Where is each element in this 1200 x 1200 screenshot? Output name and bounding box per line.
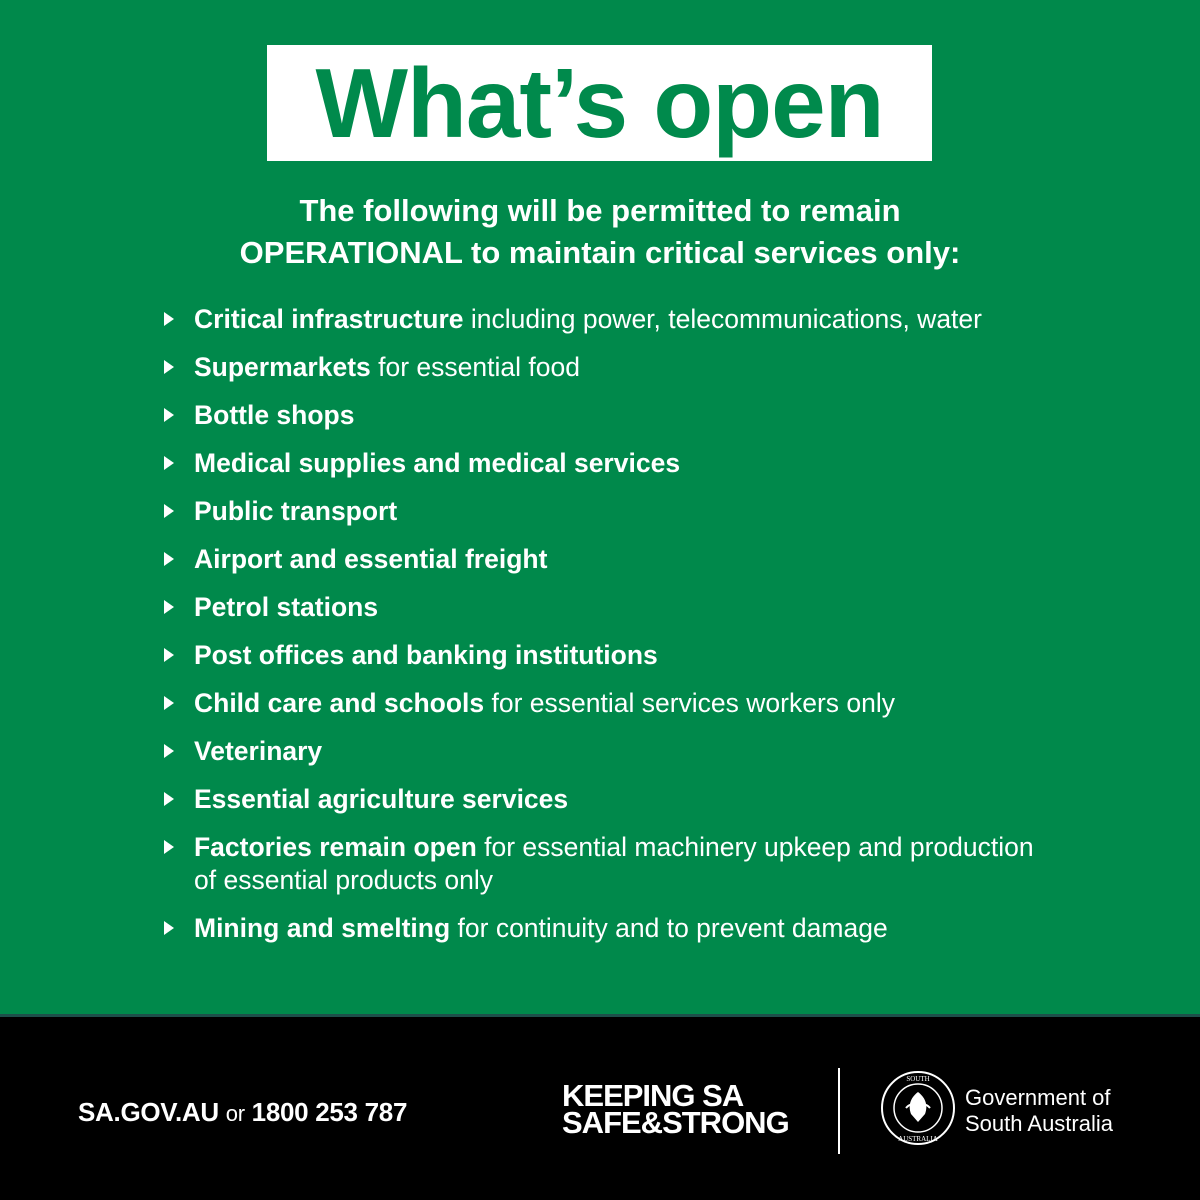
list-item <box>158 912 1038 945</box>
list-item <box>158 639 1038 672</box>
bullet-arrow-icon <box>164 504 174 518</box>
gov-line-1: Government of <box>965 1085 1111 1110</box>
bullet-arrow-icon <box>164 312 174 326</box>
subtitle <box>120 190 1080 274</box>
item-bold: Critical infrastructure <box>194 304 464 334</box>
contact-or: or <box>225 1101 245 1126</box>
item-bold: Medical supplies and medical services <box>194 448 681 478</box>
list-item <box>158 399 1038 432</box>
bullet-arrow-icon <box>164 792 174 806</box>
seal-text-top: SOUTH <box>906 1075 930 1083</box>
website-link[interactable]: SA.GOV.AU <box>78 1097 219 1127</box>
bullet-arrow-icon <box>164 840 174 854</box>
page-title: What’s open <box>315 48 884 158</box>
bullet-arrow-icon <box>164 744 174 758</box>
logo-divider <box>838 1068 840 1154</box>
list-item <box>158 495 1038 528</box>
bullet-arrow-icon <box>164 456 174 470</box>
bullet-arrow-icon <box>164 600 174 614</box>
item-bold: Airport and essential freight <box>194 544 548 574</box>
list-item <box>158 783 1038 816</box>
bullet-arrow-icon <box>164 360 174 374</box>
title-box <box>267 45 932 161</box>
bullet-arrow-icon <box>164 696 174 710</box>
bullet-arrow-icon <box>164 552 174 566</box>
item-bold: Supermarkets <box>194 352 371 382</box>
list-item <box>158 351 1038 384</box>
item-detail: for essential food <box>370 352 580 382</box>
contact-info <box>78 1097 407 1128</box>
list-item <box>158 831 1038 897</box>
item-bold: Factories remain open <box>194 832 477 862</box>
campaign-line-1: KEEPING SA <box>562 1078 744 1113</box>
item-detail: for continuity and to prevent damage <box>450 913 888 943</box>
item-bold: Public transport <box>194 496 398 526</box>
bullet-arrow-icon <box>164 648 174 662</box>
seal-text-bottom: AUSTRALIA <box>898 1135 938 1143</box>
subtitle-line-1: The following will be permitted to remain <box>299 193 901 228</box>
government-seal-icon <box>880 1070 956 1146</box>
item-bold: Mining and smelting <box>194 913 451 943</box>
footer-divider-line <box>0 1014 1200 1017</box>
list-item <box>158 543 1038 576</box>
item-detail: for essential machinery upkeep and production of essential products only <box>194 832 1034 895</box>
bullet-arrow-icon <box>164 408 174 422</box>
bullet-arrow-icon <box>164 921 174 935</box>
list-item <box>158 447 1038 480</box>
list-item <box>158 591 1038 624</box>
campaign-line-2: SAFE&STRONG <box>562 1105 789 1140</box>
phone-number[interactable]: 1800 253 787 <box>251 1097 408 1127</box>
subtitle-line-2: OPERATIONAL to maintain critical services only: <box>239 235 961 270</box>
item-bold: Petrol stations <box>194 592 379 622</box>
item-bold: Child care and schools <box>194 688 485 718</box>
item-detail: including power, telecommunications, water <box>463 304 982 334</box>
list-item <box>158 687 1038 720</box>
gov-line-2: South Australia <box>965 1111 1113 1136</box>
campaign-logo <box>562 1078 789 1140</box>
list-item <box>158 303 1038 336</box>
item-bold: Veterinary <box>194 736 323 766</box>
item-bold: Bottle shops <box>194 400 355 430</box>
item-bold: Essential agriculture services <box>194 784 569 814</box>
open-services-list <box>158 303 1038 960</box>
list-item <box>158 735 1038 768</box>
item-bold: Post offices and banking institutions <box>194 640 658 670</box>
government-logo-text <box>965 1085 1113 1137</box>
item-detail: for essential services workers only <box>484 688 896 718</box>
